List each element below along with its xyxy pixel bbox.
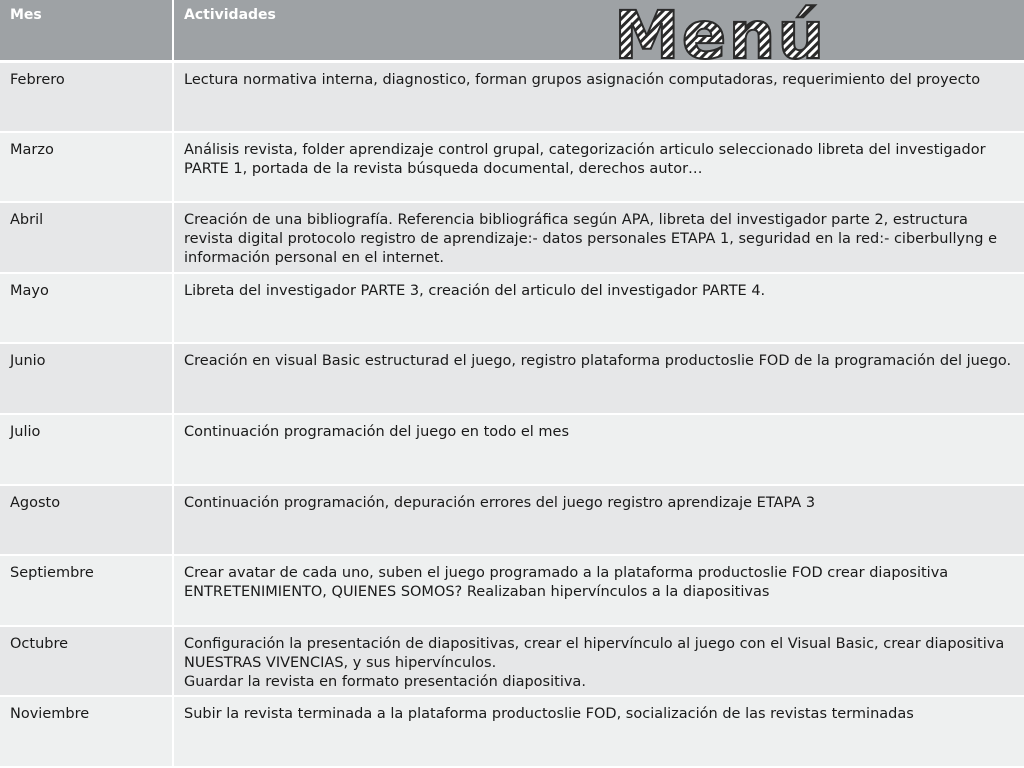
table-row: [0, 696, 1024, 767]
table-row: [0, 343, 1024, 414]
table-row: [0, 414, 1024, 485]
table-row: [0, 132, 1024, 203]
table-row: [0, 555, 1024, 626]
table-row: [0, 626, 1024, 697]
cell-mes: Junio: [0, 343, 173, 414]
cell-actividades: Continuación programación del juego en todo el mes: [173, 414, 1024, 485]
cell-mes: Marzo: [0, 132, 173, 203]
cell-mes: Febrero: [0, 61, 173, 132]
table-row: [0, 273, 1024, 344]
cell-actividades: Subir la revista terminada a la plataforma productoslie FOD, socialización de las revistas terminadas: [173, 696, 1024, 767]
cell-actividades: Crear avatar de cada uno, suben el juego programado a la plataforma productoslie FOD crear diapositiva ENTRETENIMIENTO, QUIENES SOMOS? Realizaban hipervínculos a la diapositivas: [173, 555, 1024, 626]
cell-mes: Agosto: [0, 485, 173, 556]
table-header-row: [0, 0, 1024, 61]
table-row: [0, 485, 1024, 556]
cell-mes: Mayo: [0, 273, 173, 344]
menu-wordart-icon: [610, 0, 840, 66]
header-actividades: Actividades: [173, 0, 1024, 61]
cell-actividades: Análisis revista, folder aprendizaje control grupal, categorización articulo seleccionado libreta del investigador PARTE 1, portada de la revista búsqueda documental, derechos autor…: [173, 132, 1024, 203]
cell-actividades: Libreta del investigador PARTE 3, creación del articulo del investigador PARTE 4.: [173, 273, 1024, 344]
cell-mes: Septiembre: [0, 555, 173, 626]
cell-actividades: Creación de una bibliografía. Referencia bibliográfica según APA, libreta del investigador parte 2, estructura revista digital protocolo registro de aprendizaje:- datos personales ETAPA 1, seguridad en la red:- ciberbullyng e información personal en el internet.: [173, 202, 1024, 273]
cell-actividades: Continuación programación, depuración errores del juego registro aprendizaje ETAPA 3: [173, 485, 1024, 556]
table-row: [0, 61, 1024, 132]
cell-mes: Julio: [0, 414, 173, 485]
menu-wordart-text: Menú: [614, 0, 827, 66]
table-row: [0, 202, 1024, 273]
cell-actividades: Creación en visual Basic estructurad el juego, registro plataforma productoslie FOD de la programación del juego.: [173, 343, 1024, 414]
cell-actividades: Lectura normativa interna, diagnostico, forman grupos asignación computadoras, requerimiento del proyecto: [173, 61, 1024, 132]
cell-mes: Octubre: [0, 626, 173, 697]
cell-mes: Noviembre: [0, 696, 173, 767]
header-mes: Mes: [0, 0, 173, 61]
cell-actividades: Configuración la presentación de diapositivas, crear el hipervínculo al juego con el Visual Basic, crear diapositiva NUESTRAS VIVENCIAS, y sus hipervínculos. Guardar la revista en formato presentación diapositiva.: [173, 626, 1024, 697]
cell-mes: Abril: [0, 202, 173, 273]
